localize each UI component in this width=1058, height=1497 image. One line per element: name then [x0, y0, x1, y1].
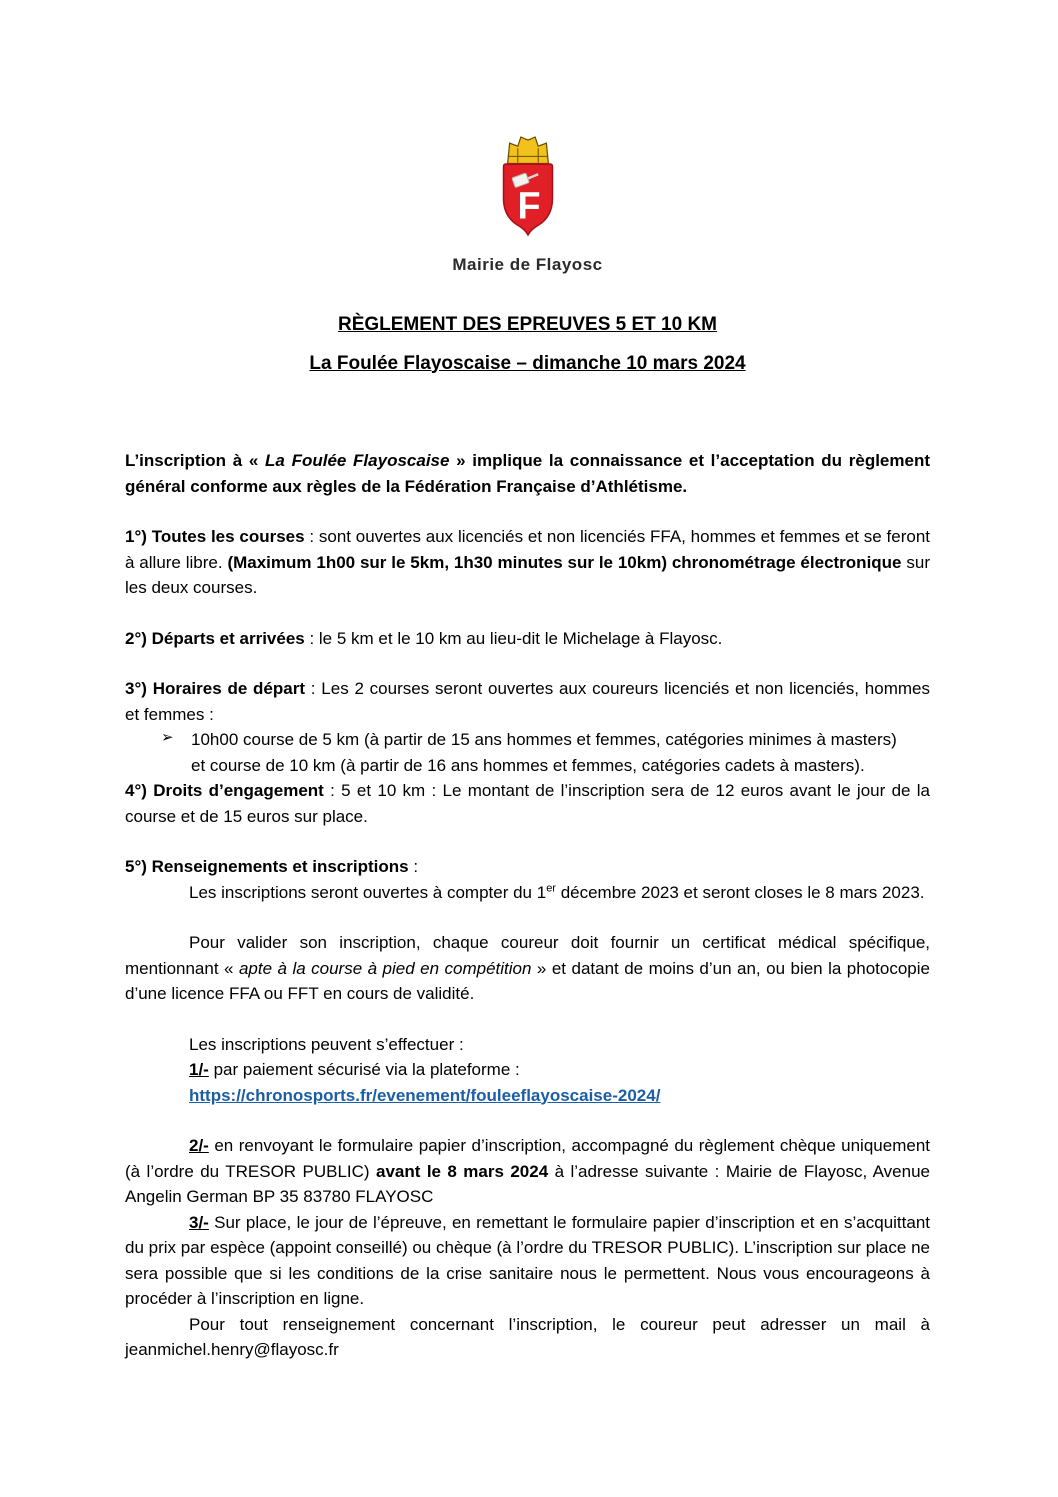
event-name: La Foulée Flayoscaise [265, 451, 450, 470]
flayosc-crest-icon [495, 136, 561, 246]
method-2-deadline: avant le 8 mars 2024 [375, 1161, 549, 1181]
section-5-heading: Renseignements et inscriptions [151, 857, 409, 876]
registration-dates-paragraph [125, 880, 930, 906]
section-4-text: 5 et 10 km : Le montant de l’inscription sera de 12 euros avant le jour de la course et de 15 euros sur place. [125, 781, 930, 826]
intro-paragraph [125, 448, 930, 499]
section-1-paragraph [125, 524, 930, 601]
section-3-heading: Horaires de départ [152, 679, 306, 698]
document-title: RÈGLEMENT DES EPREUVES 5 ET 10 KM [337, 314, 718, 335]
section-3-number: 3°) [125, 679, 153, 698]
certificate-text-2: » et datant de moins d’un an, ou bien la photocopie d’une licence FFA ou FFT en cours de validité. [125, 958, 930, 1003]
section-5-number: 5°) [125, 857, 152, 876]
section-1-bold-note: (Maximum 1h00 sur le 5km, 1h30 minutes sur le 10km) chronométrage électronique [227, 552, 902, 572]
schedule-line-1: 10h00 course de 5 km (à partir de 15 ans hommes et femmes, catégories minimes à masters) [191, 730, 897, 749]
method-3-paragraph [125, 1210, 930, 1312]
section-5-separator: : [408, 857, 419, 876]
intro-text-2: » implique la connaissance et l’acceptation du règlement général conforme aux règles de la Fédération Française d’Athlétisme. [125, 451, 930, 496]
crest-letter: F [516, 184, 541, 227]
contact-paragraph: Pour tout renseignement concernant l’inscription, le coureur peut adresser un mail à jeanmichel.henry@flayosc.fr [125, 1314, 930, 1359]
method-2-paragraph [125, 1133, 930, 1210]
org-name: Mairie de Flayosc [452, 254, 603, 274]
section-2-heading: Départs et arrivées [151, 628, 305, 648]
dates-text-1: Les inscriptions seront ouvertes à compter du 1 [189, 882, 547, 902]
section-4-number: 4°) [125, 781, 154, 800]
method-1-text: par paiement sécurisé via la plateforme : [208, 1060, 520, 1079]
section-1-heading: Toutes les courses [151, 527, 305, 546]
section-1-separator: : [304, 527, 319, 546]
method-2-text-2: à l’adresse suivante : Mairie de Flayosc, Avenue Angelin German BP 35 83780 FLAYOSC [125, 1161, 930, 1206]
certificate-text-1: Pour valider son inscription, chaque coureur doit fournir un certificat médical spécifique, mentionnant « [125, 933, 930, 978]
method-2-label: 2/- [189, 1136, 209, 1155]
section-3-text: Les 2 courses seront ouvertes aux coureurs licenciés et non licenciés, hommes et femmes : [125, 679, 930, 724]
section-5-heading-paragraph [125, 854, 930, 880]
certificate-mention: apte à la course à pied en compétition [238, 958, 532, 978]
logo-block [125, 136, 930, 277]
ordinal-superscript: er [546, 881, 556, 894]
section-2-text: le 5 km et le 10 km au lieu-dit le Michelage à Flayosc. [318, 628, 723, 648]
method-1-link-line [189, 1083, 930, 1109]
section-4-heading: Droits d’engagement [153, 781, 324, 800]
method-1-label: 1/- [189, 1060, 209, 1079]
registration-link[interactable]: https://chronosports.fr/evenement/fouleeflayoscaise-2024/ [189, 1085, 661, 1105]
section-4-paragraph [125, 778, 930, 829]
method-3-text: Sur place, le jour de l’épreuve, en remettant le formulaire papier d’inscription et en s’acquittant du prix par espèce (appoint conseillé) ou chèque (à l’ordre du TRESOR PUBLIC). L’inscription sur place ne sera possible que si les conditions de la crise sanitaire nous le permettent. Nous vous encourageons à procéder à l’inscription en ligne. [125, 1212, 930, 1308]
section-1-text-2: sur les deux courses. [125, 552, 930, 597]
method-3-label: 3/- [189, 1212, 209, 1232]
section-3-separator: : [305, 679, 322, 698]
section-2-number: 2°) [125, 628, 152, 648]
arrow-bullet-icon: ➢ [161, 729, 174, 746]
schedule-line-2: et course de 10 km (à partir de 16 ans hommes et femmes, catégories cadets à masters). [191, 755, 865, 775]
medical-certificate-paragraph [125, 930, 930, 1007]
schedule-bullet-text [191, 727, 930, 778]
section-1-text-1: sont ouvertes aux licenciés et non licenciés FFA, hommes et femmes et se feront à allure libre. [125, 527, 931, 572]
registration-methods-intro: Les inscriptions peuvent s’effectuer : [189, 1034, 464, 1054]
section-3-paragraph [125, 676, 930, 727]
dates-text-2: décembre 2023 et seront closes le 8 mars 2023. [555, 882, 925, 902]
document-subtitle: La Foulée Flayoscaise – dimanche 10 mars 2024 [309, 352, 746, 374]
section-4-separator: : [323, 781, 342, 800]
section-1-number: 1°) [125, 527, 152, 546]
method-1-paragraph [189, 1057, 930, 1083]
intro-text-1: L’inscription à « [125, 451, 266, 470]
section-2-paragraph [125, 626, 930, 652]
method-2-text-1: en renvoyant le formulaire papier d’inscription, accompagné du règlement chèque uniquement (à l’ordre du TRESOR PUBLIC) [125, 1136, 930, 1181]
schedule-bullet [161, 727, 930, 778]
section-2-separator: : [304, 628, 319, 648]
